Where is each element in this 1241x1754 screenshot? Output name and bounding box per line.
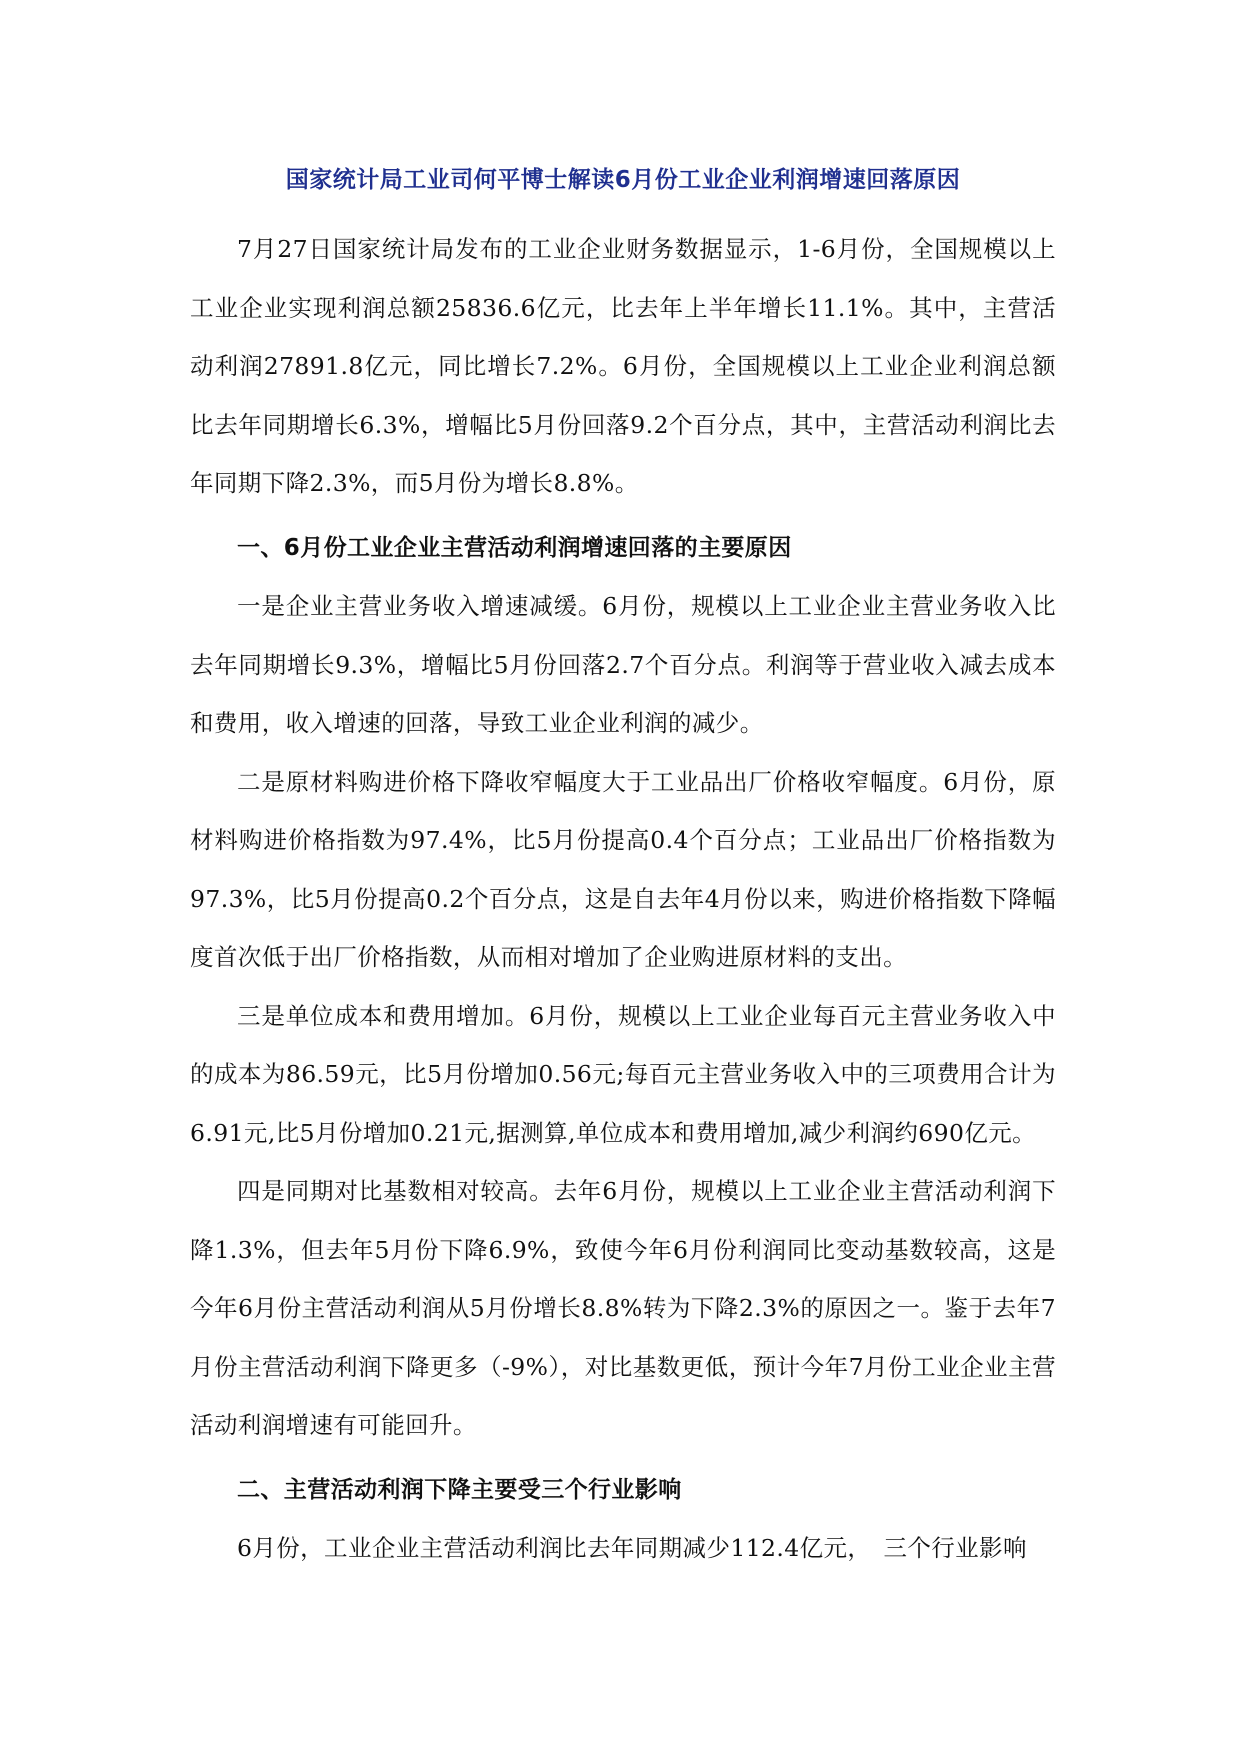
section-1-paragraph-2: 二是原材料购进价格下降收窄幅度大于工业品出厂价格收窄幅度。6月份，原材料购进价格指数为97.4%，比5月份提高0.4个百分点；工业品出厂价格指数为97.3%，比5月份提高0.2个百分点，这是自去年4月份以来，购进价格指数下降幅度首次低于出厂价格指数，从而相对增加了企业购进原材料的支出。 — [190, 767, 1056, 971]
intro-paragraph: 7月27日国家统计局发布的工业企业财务数据显示，1-6月份，全国规模以上工业企业实现利润总额25836.6亿元，比去年上半年增长11.1%。其中，主营活动利润27891.8亿元，同比增长7.2%。6月份，全国规模以上工业企业利润总额比去年同期增长6.3%，增幅比5月份回落9.2个百分点，其中，主营活动利润比去年同期下降2.3%，而5月份为增长8.8%。 — [190, 235, 1056, 497]
section-2-paragraph-1: 6月份，工业企业主营活动利润比去年同期减少112.4亿元， 三个行业影响 — [237, 1534, 1027, 1562]
section-1-paragraph-1: 一是企业主营业务收入增速减缓。6月份，规模以上工业企业主营业务收入比去年同期增长9.3%，增幅比5月份回落2.7个百分点。利润等于营业收入减去成本和费用，收入增速的回落，导致工业企业利润的减少。 — [190, 592, 1056, 737]
section-2-heading: 二、主营活动利润下降主要受三个行业影响 — [237, 1476, 682, 1503]
section-1-paragraph-3: 三是单位成本和费用增加。6月份，规模以上工业企业每百元主营业务收入中的成本为86.59元，比5月份增加0.56元;每百元主营业务收入中的三项费用合计为6.91元,比5月份增加0.21元,据测算,单位成本和费用增加,减少利润约690亿元。 — [190, 1001, 1056, 1147]
section-1-paragraph-4: 四是同期对比基数相对较高。去年6月份，规模以上工业企业主营活动利润下降1.3%，但去年5月份下降6.9%，致使今年6月份利润同比变动基数较高，这是今年6月份主营活动利润从5月份增长8.8%转为下降2.3%的原因之一。鉴于去年7月份主营活动利润下降更多（-9%），对比基数更低，预计今年7月份工业企业主营活动利润增速有可能回升。 — [190, 1177, 1056, 1439]
document-content — [190, 158, 1056, 1578]
section-1-heading: 一、6月份工业企业主营活动利润增速回落的主要原因 — [237, 534, 792, 561]
document-title: 国家统计局工业司何平博士解读6月份工业企业利润增速回落原因 — [285, 167, 961, 193]
